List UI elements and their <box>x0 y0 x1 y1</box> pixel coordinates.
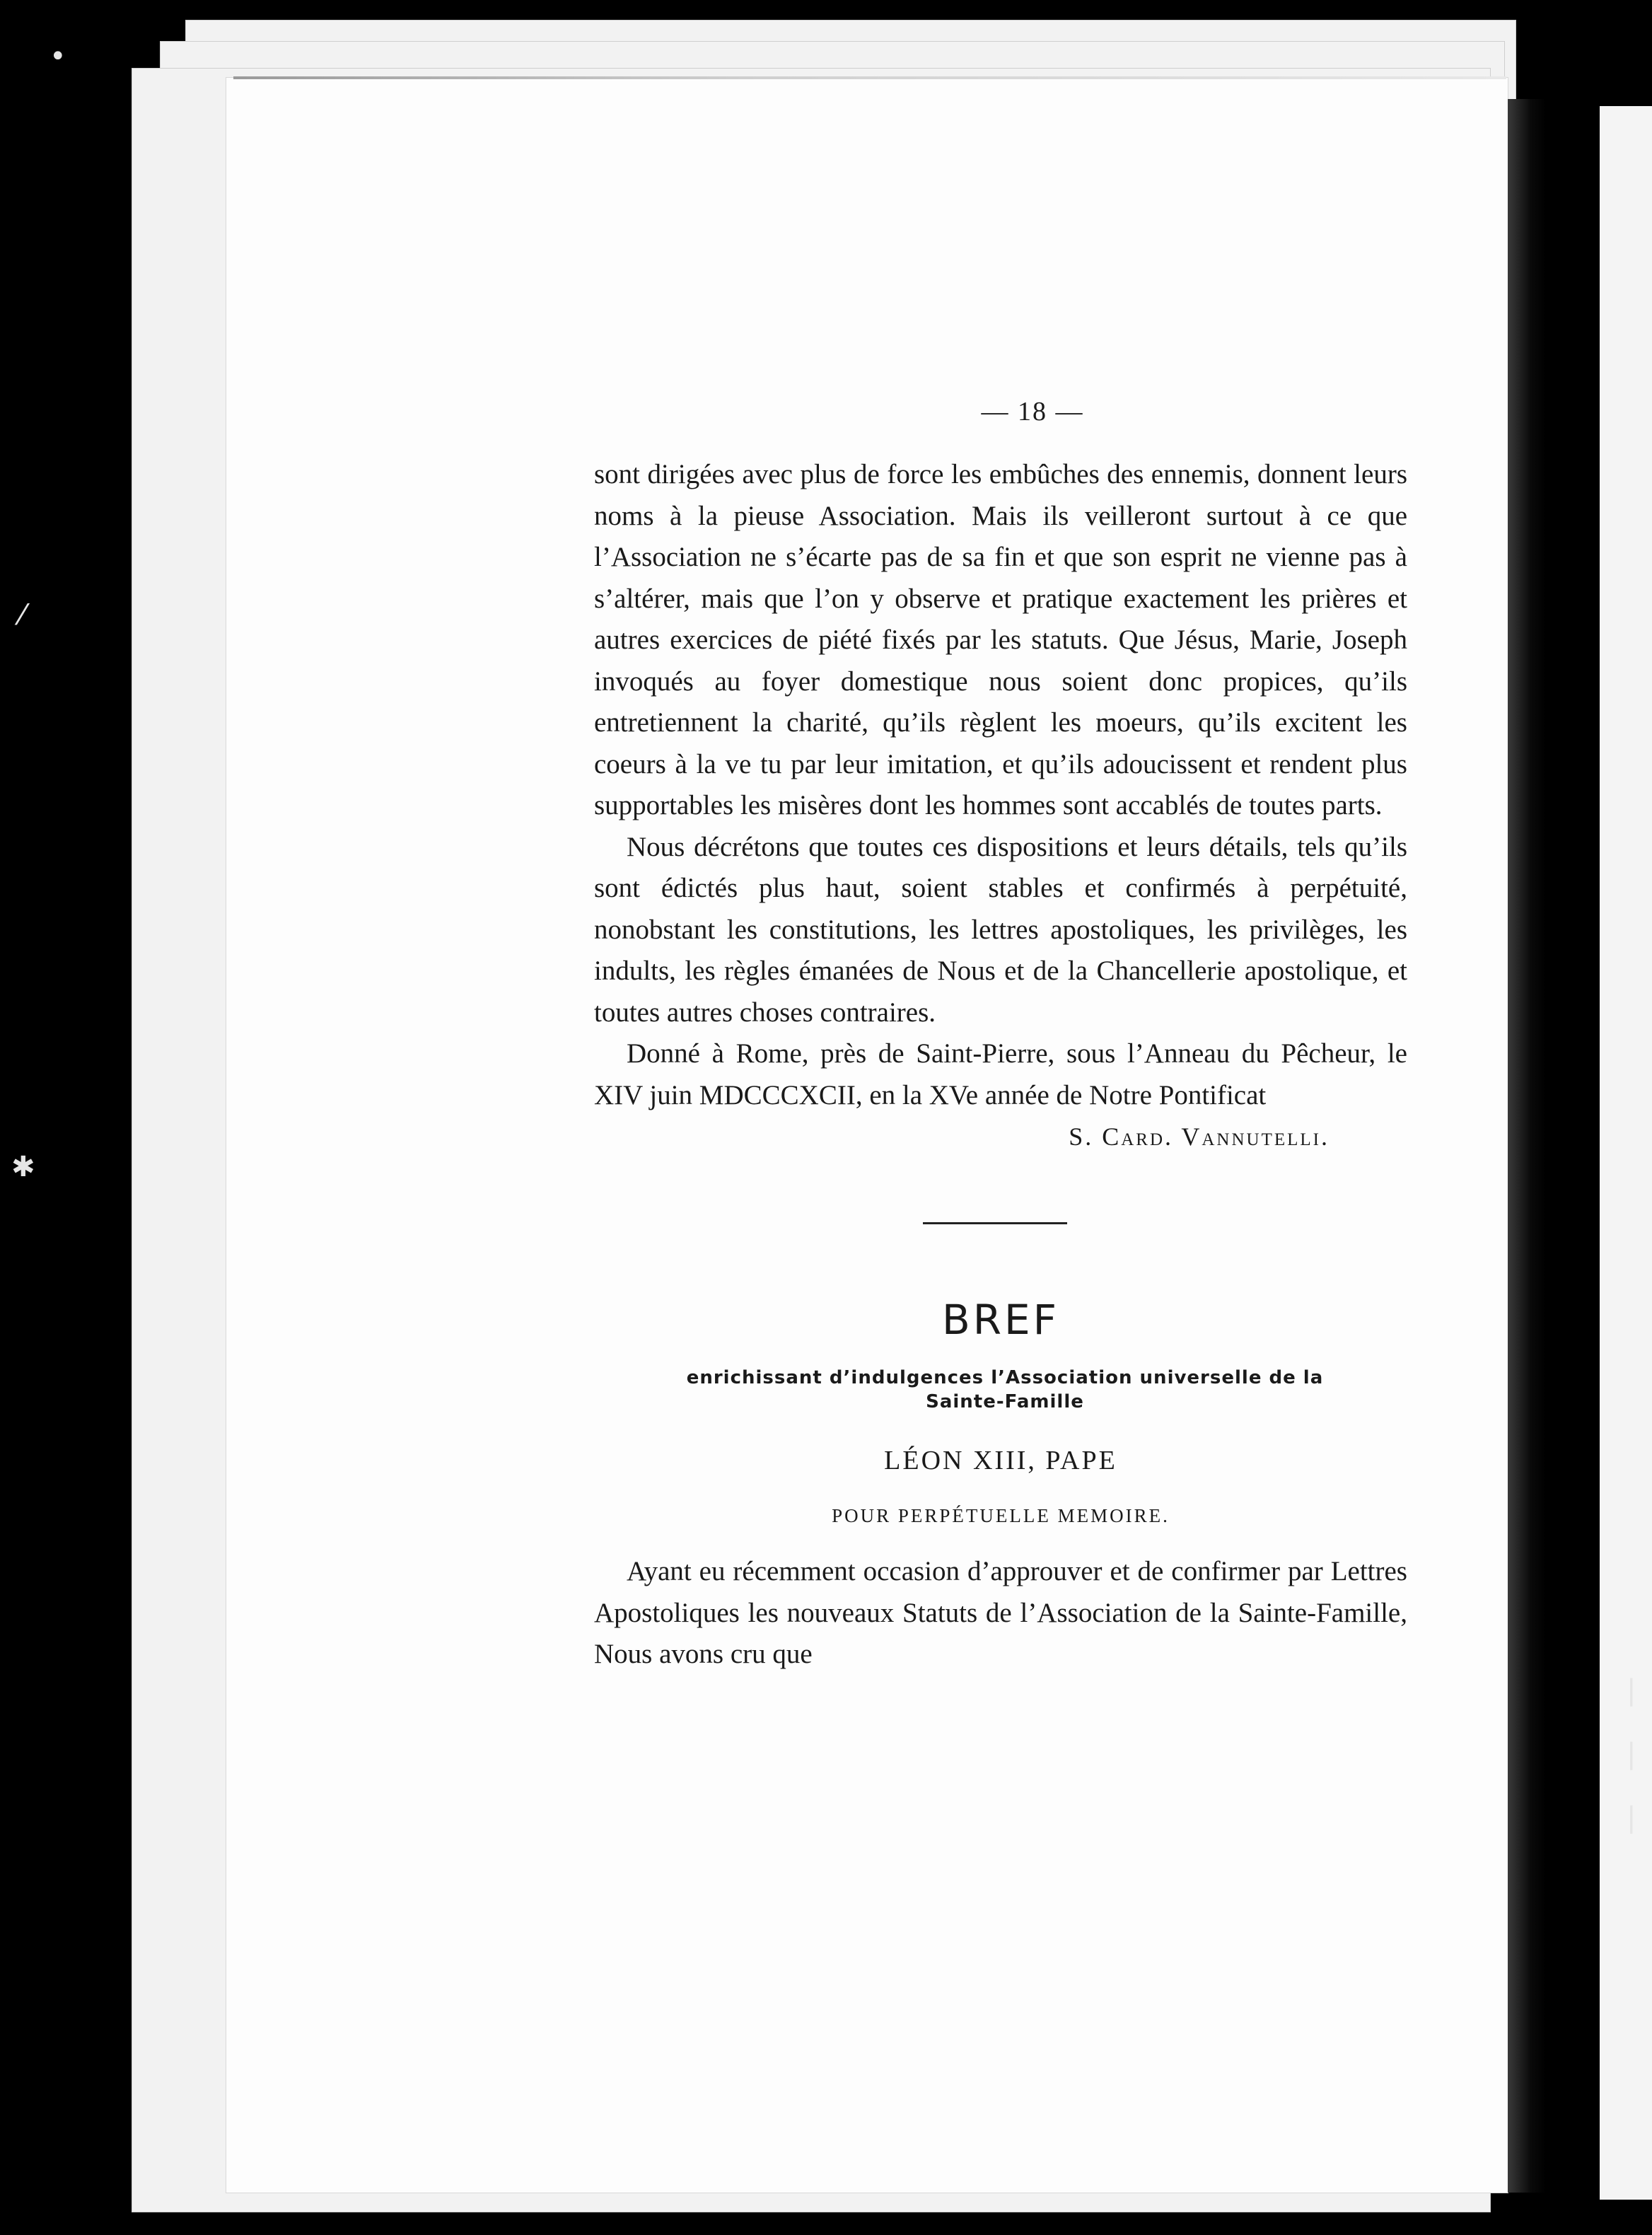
page-gutter-shadow <box>1508 99 1546 2193</box>
section-separator-rule <box>923 1222 1067 1224</box>
bref-subtitle-line-2: Sainte-Famille <box>926 1391 1084 1412</box>
body-paragraph-2-text: Nous décrétons que toutes ces dispositions et leurs détails, tels qu’ils sont édictés plus haut, soient stables et confirmés à perpétuité, nonobstant les constitutions, les lettres apostoliques, les privilèges, les indults, les règles émanées de Nous et de la Chancellerie apostolique, et toutes autres choses contraires. <box>594 831 1407 1028</box>
perpetual-memory-heading: POUR PERPÉTUELLE MEMOIRE. <box>832 1505 1170 1526</box>
scan-speck: ✱ <box>11 1151 35 1183</box>
scan-speck: • <box>50 40 66 73</box>
adjacent-page-strip <box>1600 106 1652 2200</box>
bref-heading: BREF <box>941 1296 1060 1344</box>
bref-paragraph-text: Ayant eu récemment occasion d’approuver et de confirmer par Lettres Apostoliques les nouveaux Statuts de l’Association de la Sainte-Famille, Nous avons cru que <box>594 1556 1407 1669</box>
body-paragraph-1: sont dirigées avec plus de force les embûches des ennemis, donnent leurs noms à la pieuse Association. Mais ils veilleront surtout à ce que l’Association ne s’écarte pas de sa fin et que son esprit ne vienne pas à s’altérer, mais que l’on y observe et pratique exactement les prières et autres exercices de piété fixés par les statuts. Que Jésus, Marie, Joseph invoqués au foyer domestique nous soient donc propices, qu’ils entretiennent la charité, qu’ils règlent les moeurs, qu’ils excitent les coeurs à la ve tu par leur imitation, et qu’ils adoucissent et rendent plus supportables les misères dont les hommes sont accablés de toutes parts. <box>594 459 1407 820</box>
scan-speck: | <box>1627 1801 1636 1834</box>
signature-line: S. Card. Vannutelli. <box>1069 1122 1330 1151</box>
bref-subtitle <box>594 1366 1407 1414</box>
body-paragraph-3 <box>594 1033 1407 1116</box>
scan-speck: ⁄ <box>20 599 25 632</box>
scan-speck: | <box>1627 1674 1636 1707</box>
scan-speck: | <box>1627 1738 1636 1770</box>
bref-paragraph <box>594 1551 1407 1676</box>
page-number: — 18 — <box>981 397 1084 426</box>
body-paragraph-3-text: Donné à Rome, près de Saint-Pierre, sous l’Anneau du Pêcheur, le XIV juin MDCCCXCII, en la XVe année de Notre Pontificat <box>594 1038 1407 1110</box>
pope-name-heading: LÉON XIII, PAPE <box>884 1446 1117 1475</box>
page-top-edge <box>233 76 1506 79</box>
bref-subtitle-line-1: enrichissant d’indulgences l’Association universelle de la <box>686 1367 1324 1388</box>
page-text-block <box>594 396 1407 1676</box>
body-paragraph-2 <box>594 827 1407 1034</box>
